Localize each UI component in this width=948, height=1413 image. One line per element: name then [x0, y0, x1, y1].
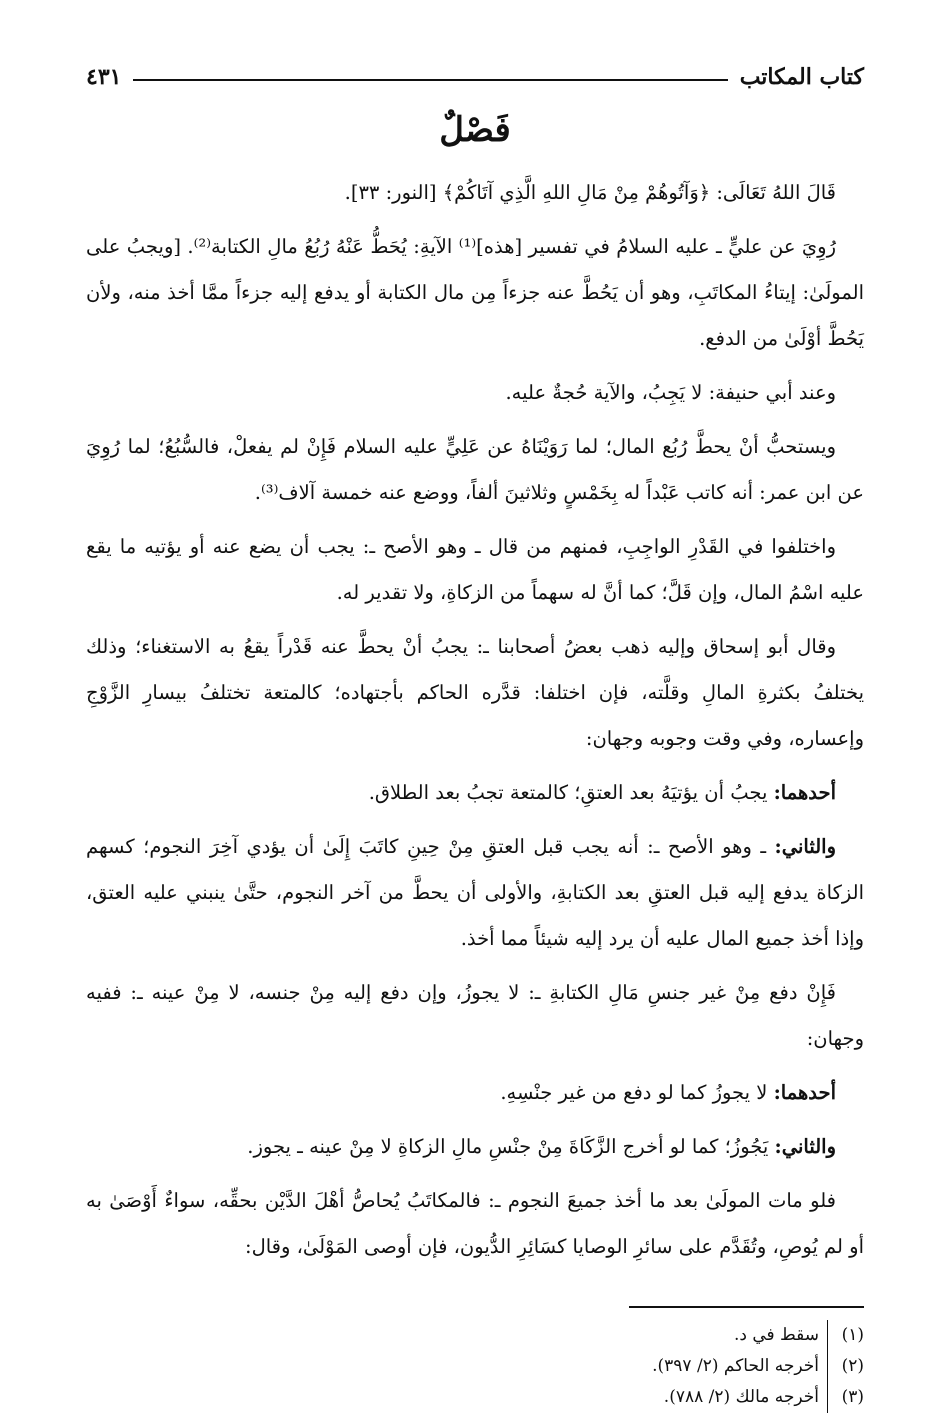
- paragraph: قَالَ اللهُ تَعَالَى: ﴿وَآتُوهُمْ مِنْ مَالِ اللهِ الَّذِي آتَاكُمْ﴾ [النور: ٣٣].: [344, 181, 836, 204]
- footnote-text: سقط في د.: [733, 1325, 819, 1345]
- paragraph: وعند أبي حنيفة: لا يَجِبُ، والآية حُجةٌ عليه.: [505, 381, 836, 404]
- page-number: ٤٣١: [86, 64, 122, 90]
- footnote: [86, 1351, 864, 1382]
- paragraph: والثاني: يَجُوزُ؛ كما لو أخرج الزَّكَاةَ مِنْ جنْسِ مالِ الزكاةِ لا مِنْ عينه ـ يجوز.: [247, 1135, 836, 1158]
- running-title: كتاب المكاتب: [739, 64, 864, 90]
- footnote: [86, 1320, 864, 1351]
- section-title: فَصْلٌ: [439, 110, 511, 150]
- paragraph-lead: والثاني:: [774, 835, 836, 858]
- footnotes: [86, 1320, 864, 1413]
- paragraph: ويستحبُّ أنْ يحطَّ رُبُع المال؛ لما رَوَيْنَاهُ عن عَلِيٍّ عليه السلام فَإِنْ لم يفعلْ، فالسُّبُعُ؛ لما رُوِيَ عن ابن عمر: أنه كاتب عَبْداً له بِخَمْسٍ وثلاثينَ ألفاً، ووضع عنه خمسة آلاف⁽³⁾.: [86, 435, 864, 504]
- footnote-separator: [629, 1306, 864, 1308]
- header-rule: [133, 79, 727, 81]
- footnote: [86, 1382, 864, 1413]
- body-text: [86, 170, 864, 1270]
- paragraph-lead: أحدهما:: [773, 781, 836, 804]
- paragraph: رُوِيَ عن عليٍّ ـ عليه السلامُ في تفسير [هذه]⁽¹⁾ الآيةِ: يُحَطُّ عَنْهُ رُبُعُ مالِ الكتابة⁽²⁾. [ويجبُ على المولَىٰ: إيتاءُ المكاتَبِ، وهو أن يَحُطَّ عنه جزءاً مِن مال الكتابة أو يدفع إليه جزءاً ممَّا أخذ منه، ولأن يَحُطَّ أوْلَىٰ من الدفع.: [86, 235, 864, 350]
- page-header: [86, 56, 864, 98]
- paragraph: واختلفوا في القَدْرِ الواجِبِ، فمنهم من قال ـ وهو الأصح ـ: يجب أن يضع عنه أو يؤتيه ما يقع عليه اسْمُ المال، وإن قَلَّ؛ كما أنَّ له سهماً من الزكاةِ، ولا تقدير له.: [86, 535, 864, 604]
- footnote-number: (١): [827, 1320, 864, 1351]
- footnote-number: (٢): [827, 1351, 864, 1382]
- footnote-number: (٣): [827, 1382, 864, 1413]
- footnote-text: أخرجه الحاكم (٢/ ٣٩٧).: [652, 1356, 819, 1376]
- paragraph-lead: والثاني:: [774, 1135, 836, 1158]
- paragraph: أحدهما: لا يجوزُ كما لو دفع من غير جنْسِهِ.: [500, 1081, 836, 1104]
- footnote-text: أخرجه مالك (٢/ ٧٨٨).: [663, 1387, 819, 1407]
- paragraph: أحدهما: يجبُ أن يؤتيَهُ بعد العتقِ؛ كالمتعة تجبُ بعد الطلاق.: [368, 781, 836, 804]
- paragraph: والثاني: ـ وهو الأصح ـ: أنه يجب قبل العتقِ مِنْ حِينِ كاتَبَ إِلَىٰ أن يؤدي آخِرَ النجوم؛ كسهم الزكاة يدفع إليه قبل العتقِ بعد الكتابةِ، والأولى أن يحطَّ من آخر النجوم، حتَّىٰ ينبني عليه العتق، وإذا أخذ جميع المال عليه أن يرد إليه شيئاً مما أخذ.: [86, 835, 864, 950]
- paragraph: فلو مات المولَىٰ بعد ما أخذ جميعَ النجوم ـ: فالمكاتَبُ يُحاصُّ أهْلَ الدَّيْن بحقِّه، سواءٌ أَوْصَىٰ به أو لم يُوصِ، وتُقَدَّم على سائرِ الوصايا كسَائِرِ الدُّيون، فإن أوصى المَوْلَىٰ، وقال:: [86, 1189, 864, 1258]
- paragraph-lead: أحدهما:: [773, 1081, 836, 1104]
- paragraph: فَإِنْ دفع مِنْ غير جنسِ مَالِ الكتابةِ ـ: لا يجوزُ، وإن دفع إليه مِنْ جنسه، لا مِنْ عينه ـ: ففيه وجهان:: [86, 981, 864, 1050]
- paragraph: وقال أبو إسحاق وإليه ذهب بعضُ أصحابنا ـ: يجبُ أنْ يحطَّ عنه قَدْراً يقعُ به الاستغناء؛ وذلك يختلفُ بكثرةِ المالِ وقلَّته، فإن اختلفا: قدَّره الحاكم بأجتهاده؛ كالمتعة تختلفُ بيسارِ الزَّوْجِ وإعساره، وفي وقت وجوبه وجهان:: [86, 635, 864, 750]
